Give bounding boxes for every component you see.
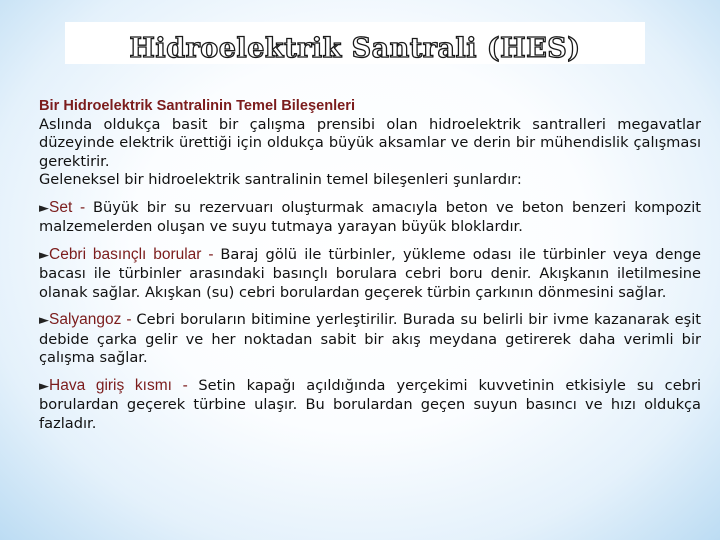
- bullet-arrow-icon: ►: [39, 313, 49, 328]
- term-separator: -: [171, 376, 199, 394]
- description-cebri-borular: Baraj gölü ile türbinler, yükleme odası ile türbinler veya denge bacası ile türbinler arasındaki basınçlı borulara cebri boru denir. Akışkanın iletilmesine olanak sağlar. Akışkan (su) cebri borulardan geçerek türbin çarkının dönmesini sağlar.: [39, 245, 701, 301]
- slide-content: [39, 97, 701, 433]
- description-set: Büyük bir su rezervuarı oluşturmak amacıyla beton ve beton benzeri kompozit malzemelerden oluşan ve suyu tutmaya yarayan büyük bloklardır.: [39, 198, 701, 235]
- list-item-salyangoz: [39, 311, 701, 368]
- bullet-arrow-icon: ►: [39, 247, 49, 263]
- term-separator: -: [121, 311, 137, 328]
- term-separator: -: [201, 245, 221, 263]
- term-salyangoz: Salyangoz: [49, 311, 122, 328]
- description-salyangoz: Cebri boruların bitimine yerleştirilir. Burada su belirli bir ivme kazanarak eşit debide çarka gelir ve her noktadan sabit bir akış meydana getirerek daha verimli bir çalışma sağlar.: [39, 311, 701, 366]
- term-separator: -: [72, 198, 94, 216]
- list-item-hava-giris: [39, 377, 701, 434]
- list-item-set: [39, 199, 701, 237]
- term-cebri-borular: Cebri basınçlı borular: [49, 245, 202, 263]
- list-item-cebri-borular: [39, 246, 701, 303]
- intro-list-lead: Geleneksel bir hidroelektrik santralinin temel bileşenleri şunlardır:: [39, 171, 522, 188]
- section-heading: Bir Hidroelektrik Santralinin Temel Bileşenleri: [39, 98, 356, 114]
- term-hava-giris: Hava giriş kısmı: [49, 376, 172, 394]
- bullet-arrow-icon: ►: [39, 200, 49, 216]
- intro-paragraph: Aslında oldukça basit bir çalışma prensibi olan hidroelektrik santralleri megavatlar düzeyinde elektrik ürettiği için oldukça büyük aksamlar ve derin bir mühendislik çalışması gerektirir.: [39, 115, 701, 170]
- bullet-arrow-icon: ►: [39, 378, 49, 394]
- title-banner: [65, 22, 645, 64]
- term-set: Set: [49, 198, 73, 216]
- page-title: Hidroelektrik Santrali (HES): [129, 32, 581, 64]
- description-hava-giris: Setin kapağı açıldığında yerçekimi kuvvetinin etkisiyle su cebri borulardan geçerek türbine ulaşır. Bu borulardan geçen suyun basıncı ve hızı oldukça fazladır.: [39, 376, 701, 432]
